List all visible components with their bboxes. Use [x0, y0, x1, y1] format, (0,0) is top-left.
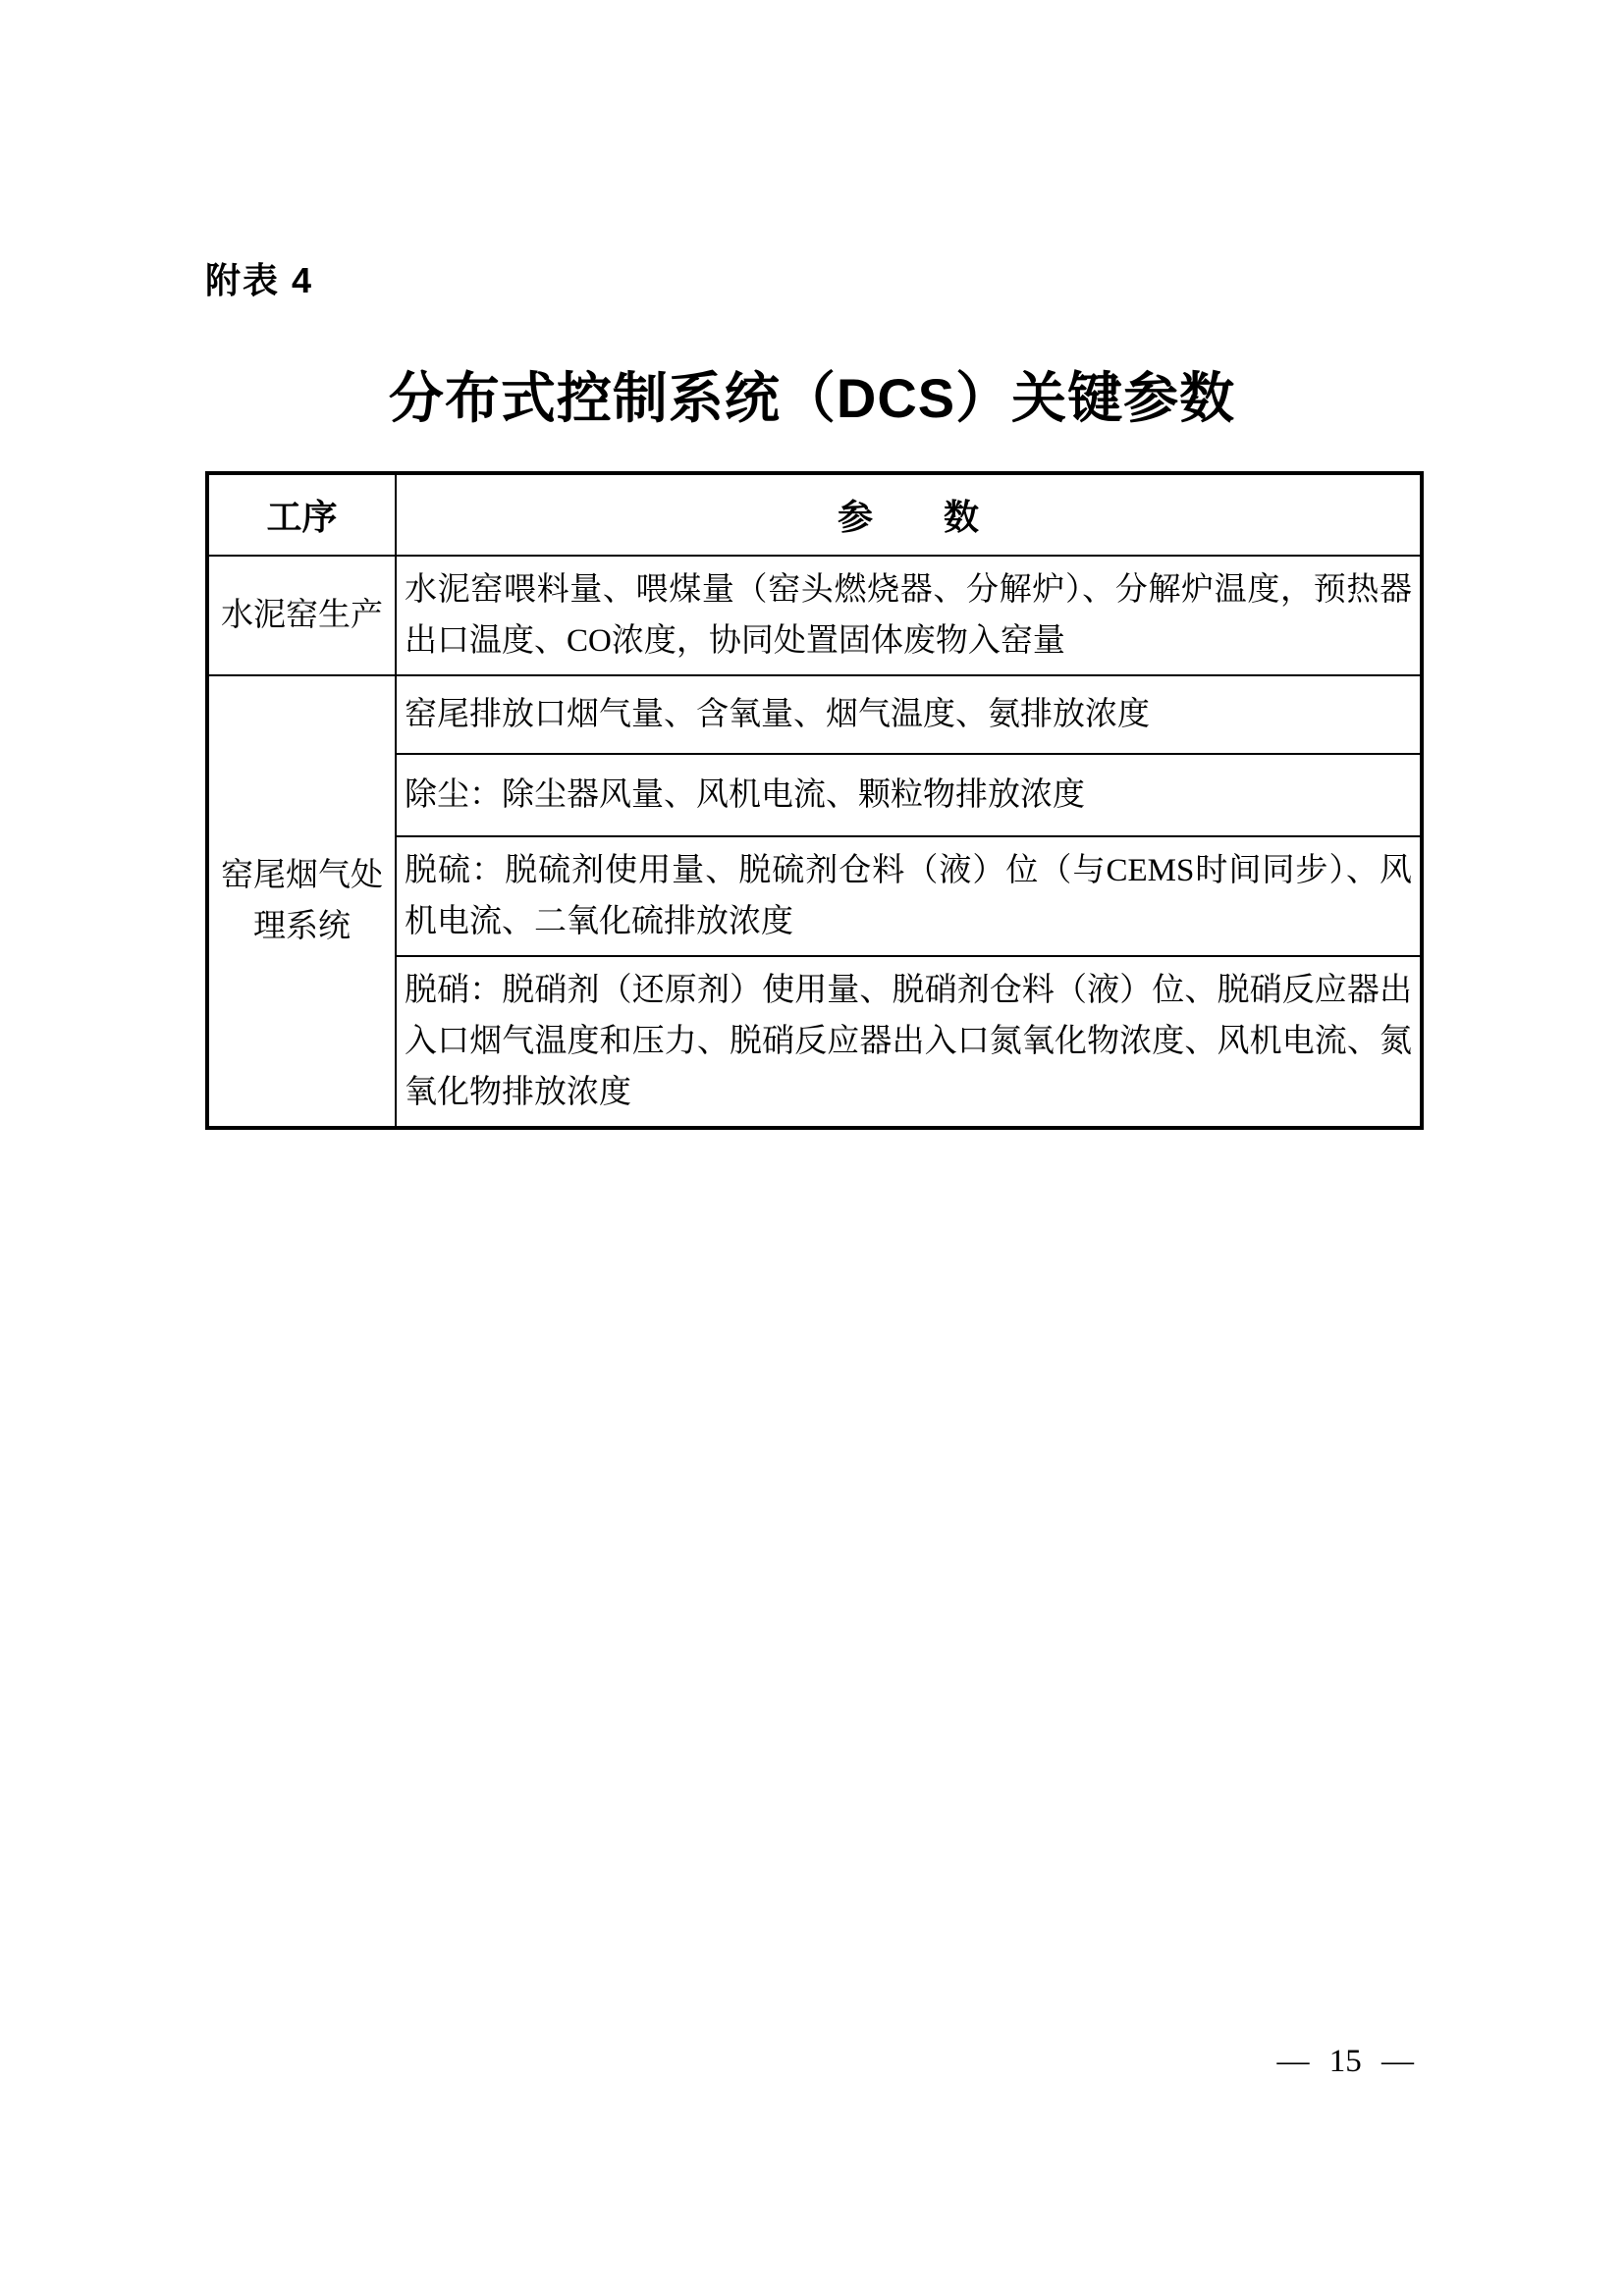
param-cell-denitrification: 脱硝：脱硝剂（还原剂）使用量、脱硝剂仓料（液）位、脱硝反应器出入口烟气温度和压力、脱硝反应器出入口氮氧化物浓度、风机电流、氮氧化物排放浓度 [396, 956, 1422, 1128]
page-number: — 15 — [1276, 2044, 1414, 2079]
annex-label: 附表 4 [205, 260, 314, 300]
param-cell-desulfurization: 脱硫：脱硫剂使用量、脱硫剂仓料（液）位（与CEMS时间同步）、风机电流、二氧化硫排放浓度 [396, 836, 1422, 956]
process-cell-cement-kiln: 水泥窑生产 [207, 556, 396, 675]
table-body [207, 556, 1422, 1128]
dcs-parameters-table [205, 471, 1424, 1130]
header-cell-process: 工序 [207, 473, 396, 556]
table-header [207, 473, 1422, 556]
header-row [207, 473, 1422, 556]
param-cell-cement-kiln: 水泥窑喂料量、喂煤量（窑头燃烧器、分解炉）、分解炉温度，预热器出口温度、CO浓度，协同处置固体废物入窑量 [396, 556, 1422, 675]
param-cell-flue-gas-outlet: 窑尾排放口烟气量、含氧量、烟气温度、氨排放浓度 [396, 675, 1422, 754]
process-cell-flue-gas-system: 窑尾烟气处理系统 [207, 675, 396, 1128]
table-row-flue-gas-outlet [207, 675, 1422, 754]
header-cell-parameters: 参 数 [396, 473, 1422, 556]
table-row-cement-kiln [207, 556, 1422, 675]
page-title: 分布式控制系统（DCS）关键参数 [388, 367, 1236, 429]
param-cell-dust-removal: 除尘：除尘器风量、风机电流、颗粒物排放浓度 [396, 754, 1422, 836]
